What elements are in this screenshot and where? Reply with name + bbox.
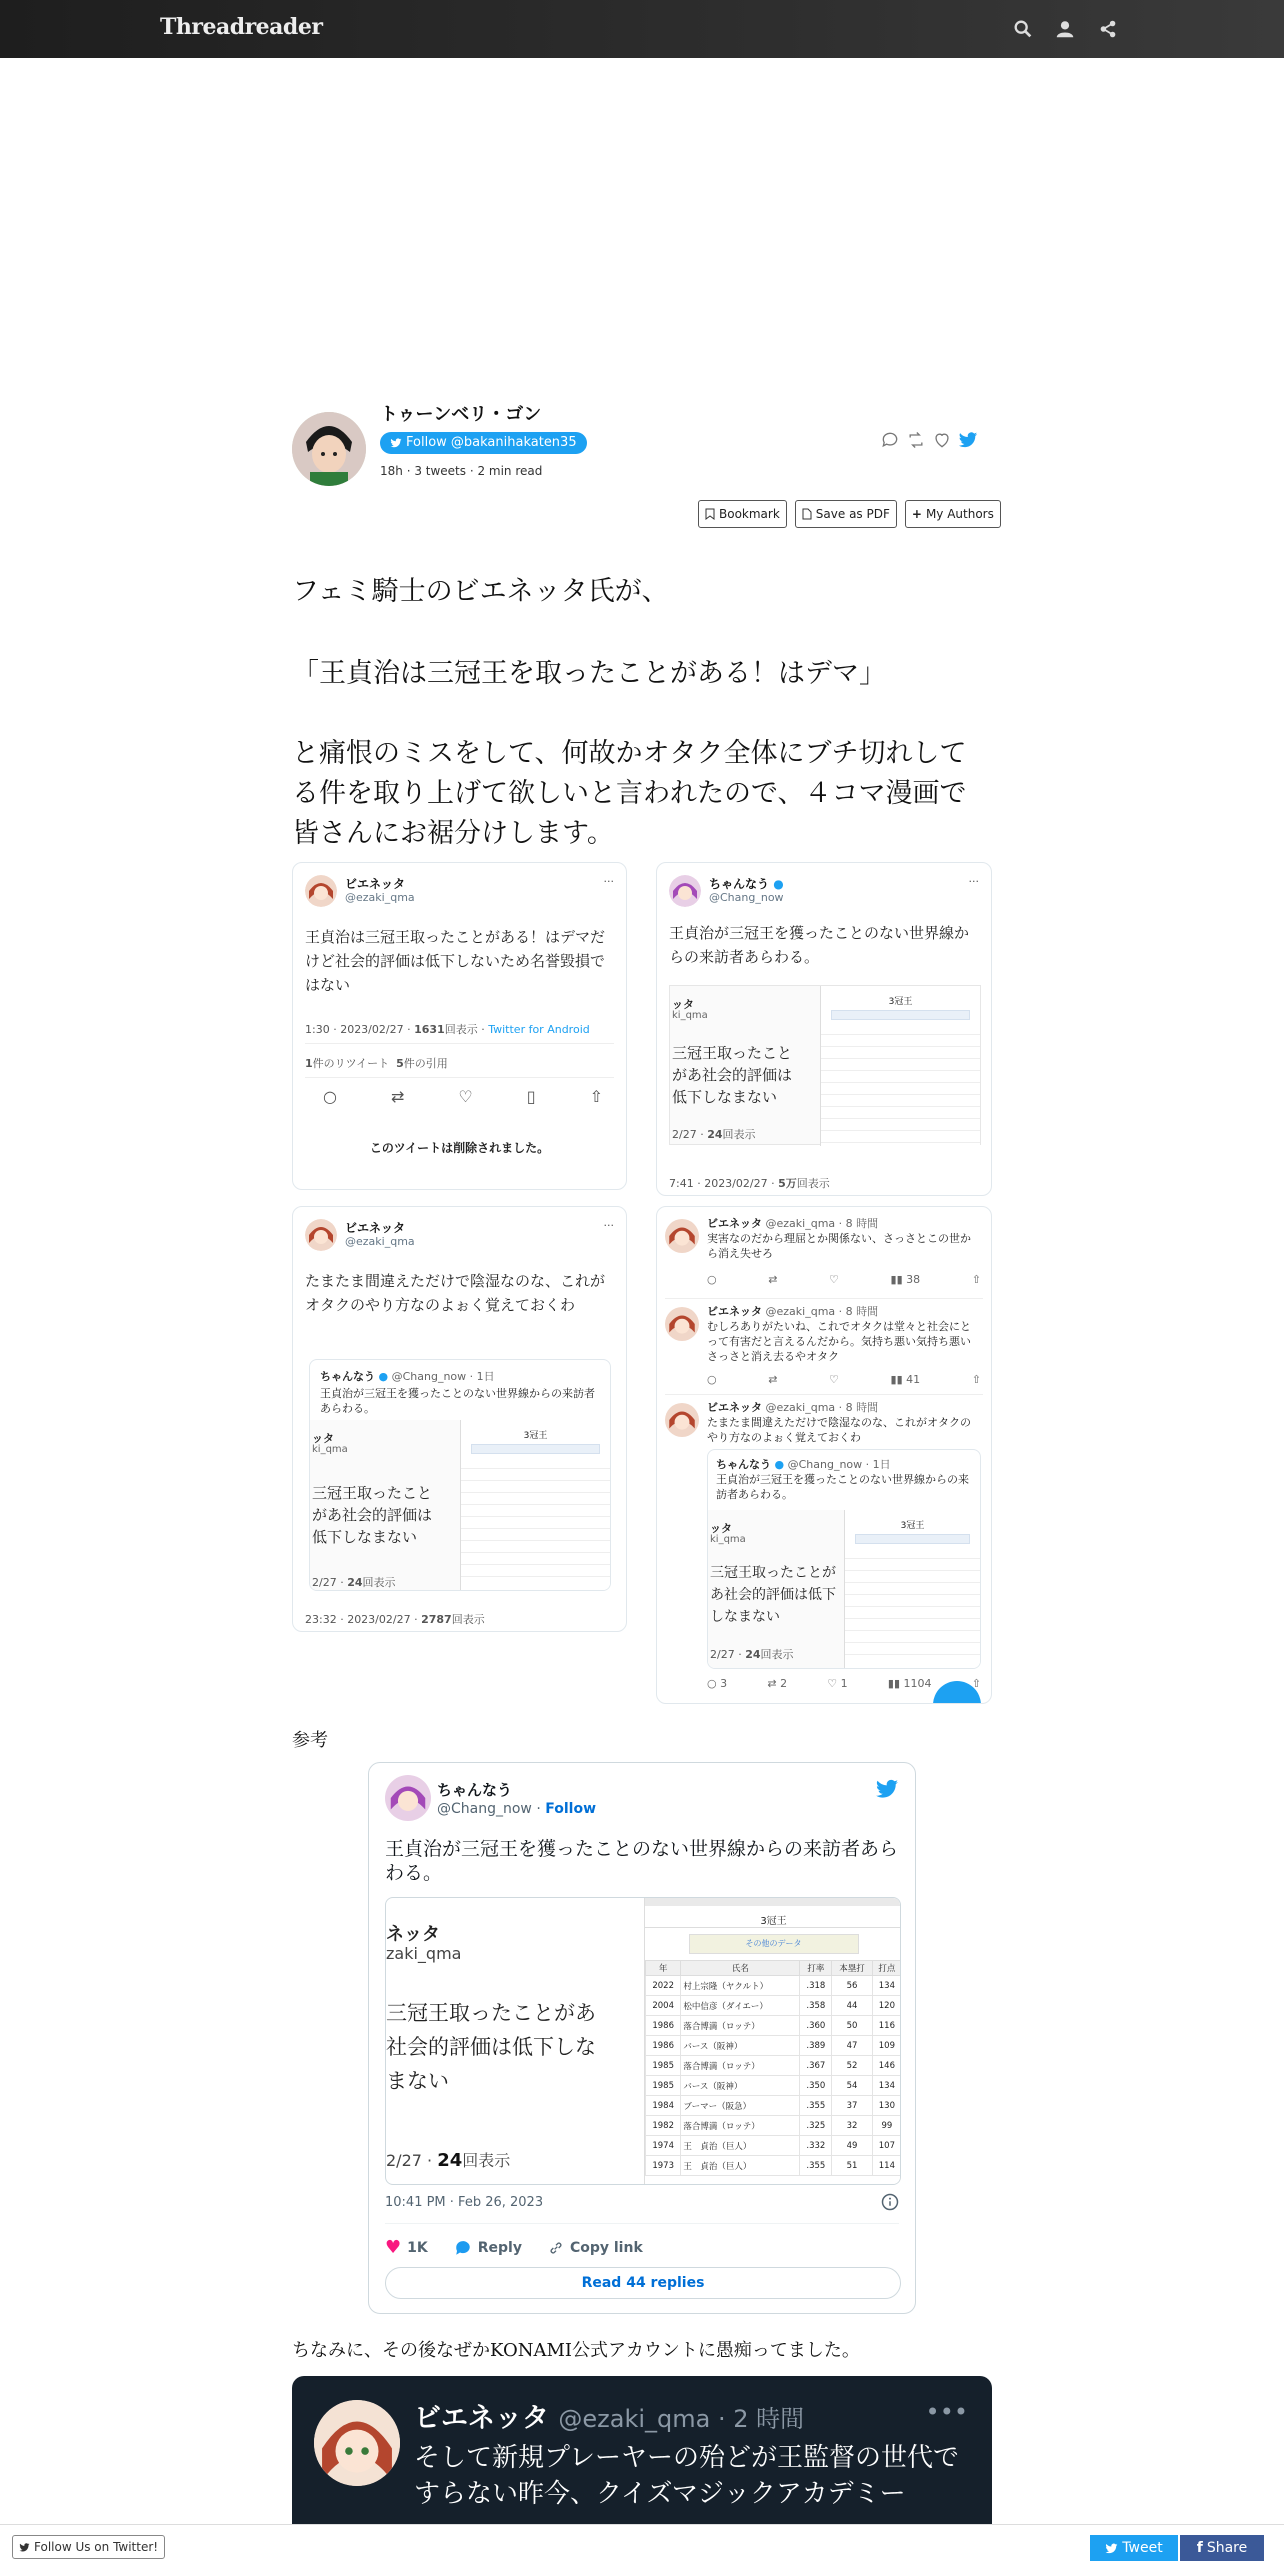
quote-count: 5: [396, 1057, 404, 1070]
table-row: [646, 2136, 902, 2156]
reply-tweet-3[interactable]: [665, 1399, 983, 1699]
table-cell: 1985: [646, 2056, 681, 2076]
shot-text-line-2: 社会的評価は低下しな: [386, 2035, 596, 2059]
reply-tweet-1[interactable]: [665, 1215, 983, 1299]
tweet-time: 7:41 · 2023/02/27 ·: [669, 1177, 779, 1190]
tweet-header: [669, 875, 784, 907]
table-cell: 村上宗隆（ヤクルト）: [681, 1976, 800, 1996]
screenshot-image: [708, 1510, 980, 1669]
reply-action-bar: ○ ⇄ ♡ ▮▮ 41 ⇧: [707, 1373, 981, 1386]
table-cell: 2004: [646, 1996, 681, 2016]
reply-count: 3: [720, 1677, 728, 1690]
dark-card-handle: @ezaki_qma · 2 時間: [558, 2405, 805, 2433]
table-cell: 落合博満（ロッテ）: [681, 2016, 800, 2036]
table-row: [646, 2016, 902, 2036]
tweet-image-panel-1[interactable]: [292, 862, 627, 1190]
user-name: ちゃんなう ●: [709, 877, 784, 891]
tweet-body: 王貞治は三冠王取ったことがある！はデマだけど社会的評価は低下しないため名誉毀損ではない: [305, 928, 606, 994]
dark-tweet-card[interactable]: [292, 2376, 992, 2546]
twitter-bird-icon: [19, 2542, 30, 2553]
thread-meta: 18h · 3 tweets · 2 min read: [380, 464, 543, 478]
my-authors-button[interactable]: [905, 500, 1001, 528]
follow-us-label: Follow Us on Twitter!: [34, 2540, 159, 2554]
shot-meta: 2/27 ·: [312, 1576, 348, 1589]
twitter-bird-icon: [1105, 2542, 1118, 2555]
shot-meta: 2/27 ·: [386, 2151, 438, 2170]
user-avatar: [669, 875, 701, 907]
share-icon[interactable]: [1097, 18, 1119, 40]
tweet-views: 2787: [421, 1613, 452, 1626]
table-cell: 落合博満（ロッテ）: [681, 2056, 800, 2076]
table-cell: 47: [832, 2036, 873, 2056]
shot-views: 24: [745, 1648, 761, 1661]
tweet-views-label: 回表示: [451, 1613, 485, 1626]
table-header-cell: 年: [646, 1961, 681, 1976]
tweet-share-button[interactable]: [1090, 2535, 1178, 2561]
thread-actions: [880, 430, 978, 450]
table-header-cell: 本塁打: [832, 1961, 873, 1976]
follow-us-button[interactable]: [12, 2535, 165, 2559]
tweet-time: 1:30 · 2023/02/27 ·: [305, 1023, 415, 1036]
reply-text: 実害なのだから理屈とか関係ない、さっさとこの世から消え失せろ: [707, 1232, 971, 1260]
shot-text: 三冠王取ったことがあ社会的評価は低下しなまない: [710, 1565, 836, 1625]
shot-name: ネッタ: [386, 1924, 440, 1945]
table-sub-button: その他のデータ: [689, 1934, 859, 1954]
retweet-count: 2: [780, 1677, 788, 1690]
screenshot-image: [310, 1420, 610, 1591]
tweet-body: たまたま間違えただけで陰湿なのな、これがオタクのやり方なのよぉく覚えておくわ: [305, 1272, 606, 1314]
author-avatar[interactable]: [292, 412, 366, 486]
table-cell: .355: [800, 2096, 832, 2116]
file-icon: [802, 508, 812, 520]
table-cell: ブーマー（阪急）: [681, 2096, 800, 2116]
follow-author-button[interactable]: [380, 432, 587, 454]
table-cell: 56: [832, 1976, 873, 1996]
view-count: 38: [906, 1273, 921, 1286]
embed-screenshot-image[interactable]: [385, 1897, 901, 2185]
shot-handle: ki_qma: [710, 1534, 746, 1545]
reply-bubble-icon: [454, 2239, 472, 2257]
footer-bar: [0, 2524, 1284, 2568]
top-navbar: [0, 0, 1284, 58]
shot-views-label: 回表示: [760, 1648, 794, 1661]
table-row: [646, 2076, 902, 2096]
table-cell: .332: [800, 2136, 832, 2156]
table-cell: 134: [872, 1976, 901, 1996]
user-handle: @ezaki_qma · 8 時間: [765, 1305, 879, 1318]
reply-label: Reply: [477, 2239, 522, 2256]
user-handle: @ezaki_qma: [345, 891, 415, 904]
save-pdf-button[interactable]: [795, 500, 897, 528]
user-avatar: [305, 1219, 337, 1251]
table-cell: バース（阪神）: [681, 2076, 800, 2096]
retweet-label: 件のリツイート: [312, 1057, 390, 1070]
more-icon[interactable]: ···: [968, 875, 979, 888]
tweet-image-panel-4[interactable]: [656, 1206, 992, 1704]
screenshot-image: [669, 985, 981, 1145]
user-handle: @Chang_now: [709, 891, 784, 904]
link-icon: [548, 2240, 564, 2256]
like-icon[interactable]: [932, 430, 952, 450]
tweet-time: 23:32 · 2023/02/27 ·: [305, 1613, 422, 1626]
tweet-header: [305, 875, 415, 907]
note-text: ちなみに、その後なぜかKONAMI公式アカウントに愚痴ってました。: [292, 2340, 860, 2361]
quoted-text: 王貞治が三冠王を獲ったことのない世界線からの来訪者あらわる。: [320, 1387, 595, 1415]
reply-icon: ○: [323, 1087, 337, 1106]
embed-user-name[interactable]: ちゃんなう: [437, 1781, 513, 1799]
thread-text-3: と痛恨のミスをして、何故かオタク全体にブチ切れしてる件を取り上げて欲しいと言われたので、４コマ漫画で皆さんにお裾分けします。: [292, 738, 967, 849]
embed-action-bar: [385, 2237, 643, 2258]
quoted-tweet[interactable]: ちゃんなう ● @Chang_now · 1日 王貞治が三冠王を獲ったことのない世界線からの来訪者あらわる。 ッタ ki_qma 三冠王取ったことがあ社会的評価は低下しなまない 2/27 · 24回表示 3冠王: [309, 1359, 611, 1591]
deleted-notice: このツイートは削除されました。: [369, 1141, 550, 1155]
table-cell: 1982: [646, 2116, 681, 2136]
heart-icon: ♥: [385, 2237, 402, 2258]
triple-crown-table: [460, 1420, 610, 1591]
reply-action-bar: ○ 3 ⇄ 2 ♡ 1 ▮▮ 1104 ⇧: [707, 1677, 981, 1690]
table-cell: 1986: [646, 2036, 681, 2056]
table-title: 3冠王: [523, 1431, 548, 1441]
bookmark-label: Bookmark: [719, 507, 780, 521]
table-cell: 120: [872, 1996, 901, 2016]
bookmark-button[interactable]: [698, 500, 787, 528]
copy-link-label: Copy link: [569, 2239, 643, 2256]
table-cell: 32: [832, 2116, 873, 2136]
reply-action-bar: ○ ⇄ ♡ ▮▮ 38 ⇧: [707, 1273, 981, 1286]
like-count: 1K: [407, 2239, 428, 2256]
shot-text: 三冠王取ったことがあ社会的評価は低下しなまない: [312, 1484, 433, 1546]
user-avatar: [665, 1307, 699, 1341]
shot-views-label: 回表示: [722, 1128, 756, 1141]
quoted-text: 王貞治が三冠王を獲ったことのない世界線からの来訪者あらわる。: [716, 1473, 969, 1501]
table-row: [646, 2116, 902, 2136]
table-title: 3冠王: [645, 1906, 901, 1928]
table-cell: 134: [872, 2076, 901, 2096]
user-name: ビエネッタ: [707, 1217, 762, 1230]
view-count: 1104: [903, 1677, 932, 1690]
quoted-handle: @Chang_now · 1日: [391, 1370, 495, 1383]
embed-reply-button[interactable]: [454, 2239, 522, 2257]
table-cell: 王 貞治（巨人）: [681, 2136, 800, 2156]
retweet-icon[interactable]: [906, 430, 926, 450]
user-name: ビエネッタ: [345, 1221, 406, 1235]
shot-name: ッタ: [710, 1522, 732, 1535]
shot-views: 24: [437, 2150, 463, 2171]
table-cell: 44: [832, 1996, 873, 2016]
shot-handle: ki_qma: [672, 1010, 708, 1021]
table-cell: 116: [872, 2016, 901, 2036]
shot-text: 三冠王取ったことがあ社会的評価は低下しなまない: [672, 1044, 793, 1106]
table-cell: 37: [832, 2096, 873, 2116]
table-cell: 1985: [646, 2076, 681, 2096]
embed-date[interactable]: 10:41 PM · Feb 26, 2023: [385, 2195, 544, 2210]
quoted-name: ちゃんなう: [716, 1458, 771, 1471]
reference-label: 参考: [292, 1730, 328, 1751]
table-cell: .389: [800, 2036, 832, 2056]
embed-avatar[interactable]: [385, 1775, 431, 1821]
tweet-body: 王貞治が三冠王を獲ったことのない世界線からの来訪者あらわる。: [669, 924, 970, 966]
more-icon[interactable]: ···: [603, 875, 614, 888]
table-title: 3冠王: [900, 1521, 925, 1531]
user-icon[interactable]: [1054, 18, 1076, 40]
tweet-views: 1631: [414, 1023, 445, 1036]
user-handle: @ezaki_qma · 8 時間: [765, 1217, 879, 1230]
table-cell: 52: [832, 2056, 873, 2076]
table-cell: バース（阪神）: [681, 2036, 800, 2056]
info-icon[interactable]: [881, 2193, 899, 2211]
reply-text: むしろありがたいね、これでオタクは堂々と社会にとって有害だと言えるんだから。気持ち悪い気持ち悪いさっさと消え去るやオタク: [707, 1320, 971, 1363]
shot-handle: zaki_qma: [386, 1944, 462, 1963]
user-avatar: [665, 1219, 699, 1253]
shot-handle: ki_qma: [312, 1444, 348, 1455]
table-cell: 1973: [646, 2156, 681, 2176]
save-pdf-label: Save as PDF: [815, 507, 890, 521]
tweet-client: Twitter for Android: [488, 1023, 590, 1036]
bookmark-icon: [705, 508, 715, 520]
share-icon: ⇧: [589, 1087, 603, 1106]
twitter-bird-icon: [390, 437, 402, 449]
table-row: [646, 2156, 902, 2176]
table-cell: 49: [832, 2136, 873, 2156]
shot-meta: 2/27 ·: [672, 1128, 708, 1141]
dark-card-header: [414, 2396, 804, 2435]
tweet-header: [305, 1219, 415, 1251]
table-header-cell: 打点: [872, 1961, 901, 1976]
table-cell: .318: [800, 1976, 832, 1996]
tweet-label: Tweet: [1122, 2540, 1163, 2556]
table-cell: .360: [800, 2016, 832, 2036]
thread-text-1: フェミ騎士のビエネッタ氏が、: [292, 576, 669, 607]
table-cell: 130: [872, 2096, 901, 2116]
table-cell: 107: [872, 2136, 901, 2156]
dark-card-avatar[interactable]: [314, 2400, 400, 2486]
plus-icon: +: [911, 507, 922, 521]
table-cell: 54: [832, 2076, 873, 2096]
retweet-icon: ⇄: [390, 1087, 405, 1106]
follow-label: Follow @bakanihakaten35: [406, 435, 577, 450]
tweet-image-panel-2[interactable]: [656, 862, 992, 1196]
shot-views: 24: [347, 1576, 363, 1589]
shot-meta: 2/27 ·: [710, 1648, 746, 1661]
shot-text-line-3: まない: [386, 2069, 449, 2093]
twitter-icon[interactable]: [958, 430, 978, 450]
table-row: [646, 1996, 902, 2016]
table-cell: 114: [872, 2156, 901, 2176]
table-header-cell: 氏名: [681, 1961, 800, 1976]
tweet-image-panel-3[interactable]: [292, 1206, 627, 1632]
user-name: ビエネッタ: [345, 877, 406, 891]
facebook-share-button[interactable]: [1180, 2535, 1264, 2561]
quoted-name: ちゃんなう: [320, 1370, 375, 1383]
table-cell: 51: [832, 2156, 873, 2176]
reply-tweet-2[interactable]: [665, 1303, 983, 1395]
search-icon[interactable]: [1012, 18, 1034, 40]
table-cell: 146: [872, 2056, 901, 2076]
reply-text: たまたま間違えただけで陰湿なのな、これがオタクのやり方なのよぉく覚えておくわ: [707, 1416, 971, 1444]
like-icon: ♡: [458, 1087, 473, 1106]
user-name: ビエネッタ: [707, 1401, 762, 1414]
view-count: 41: [906, 1373, 921, 1386]
embed-like-button[interactable]: [385, 2237, 428, 2258]
user-avatar: [305, 875, 337, 907]
user-handle: @ezaki_qma · 8 時間: [765, 1401, 879, 1414]
author-name[interactable]: トゥーンベリ・ゴン: [380, 404, 542, 425]
more-icon[interactable]: •••: [925, 2398, 968, 2426]
table-row: [646, 2036, 902, 2056]
table-cell: 1974: [646, 2136, 681, 2156]
embed-text: 王貞治が三冠王を獲ったことのない世界線からの来訪者あらわる。: [385, 1838, 899, 1884]
embed-user-handle: @Chang_now · Follow: [437, 1801, 596, 1817]
user-handle: @ezaki_qma: [345, 1235, 415, 1248]
embedded-tweet[interactable]: [368, 1762, 916, 2314]
retweet-count: 1: [305, 1057, 313, 1070]
triple-crown-table: [644, 1898, 901, 2185]
shot-name: ッタ: [672, 998, 694, 1011]
read-replies-button[interactable]: Read 44 replies: [385, 2267, 901, 2299]
table-cell: 109: [872, 2036, 901, 2056]
table-row: [646, 2096, 902, 2116]
table-cell: 落合博満（ロッテ）: [681, 2116, 800, 2136]
facebook-icon: f: [1196, 2540, 1203, 2556]
table-cell: .325: [800, 2116, 832, 2136]
shot-name: ッタ: [312, 1432, 334, 1445]
table-cell: 1986: [646, 2016, 681, 2036]
shot-text-line-1: 三冠王取ったことがあ: [386, 2001, 596, 2025]
table-cell: .355: [800, 2156, 832, 2176]
table-cell: .350: [800, 2076, 832, 2096]
share-label: Share: [1206, 2540, 1248, 2556]
site-logo[interactable]: Threadreader: [160, 14, 323, 40]
shot-views: 24: [707, 1128, 723, 1141]
twitter-logo-icon[interactable]: [875, 1777, 899, 1801]
table-row: [646, 2056, 902, 2076]
reply-icon[interactable]: [880, 430, 900, 450]
quoted-handle: @Chang_now · 1日: [787, 1458, 891, 1471]
embed-copy-link-button[interactable]: [548, 2240, 643, 2256]
table-cell: 王 貞治（巨人）: [681, 2156, 800, 2176]
table-header-cell: 打率: [800, 1961, 832, 1976]
tweet-views: 5万: [778, 1177, 797, 1190]
shot-views-label: 回表示: [462, 2151, 511, 2170]
triple-crown-table: [844, 1510, 980, 1669]
quoted-tweet[interactable]: ちゃんなう ● @Chang_now · 1日 王貞治が三冠王を獲ったことのない世界線からの来訪者あらわる。 ッタ ki_qma 三冠王取ったことがあ社会的評価は低下しなまない 2/27 · 24回表示 3冠王: [707, 1449, 981, 1669]
user-name: ビエネッタ: [707, 1305, 762, 1318]
user-avatar: [665, 1403, 699, 1437]
quote-label: 件の引用: [403, 1057, 448, 1070]
table-cell: 松中信彦（ダイエー）: [681, 1996, 800, 2016]
table-title: 3冠王: [888, 997, 913, 1007]
tweet-action-bar: [323, 1087, 603, 1106]
table-row: [646, 1976, 902, 1996]
triple-crown-table: [820, 986, 980, 1146]
shot-views-label: 回表示: [362, 1576, 396, 1589]
dark-card-text: そして新規プレーヤーの殆どが王監督の世代ですらない昨今、クイズマジックアカデミー: [414, 2443, 959, 2509]
more-icon[interactable]: ···: [603, 1219, 614, 1232]
thread-text-2: 「王貞治は三冠王を取ったことがある！はデマ」: [292, 658, 886, 689]
table-cell: 50: [832, 2016, 873, 2036]
dark-card-name[interactable]: ビエネッタ: [414, 2403, 549, 2434]
thread-toolbar: [698, 500, 1001, 528]
embed-follow-link[interactable]: Follow: [545, 1801, 596, 1817]
tweet-views-label: 回表示: [796, 1177, 830, 1190]
table-cell: 99: [872, 2116, 901, 2136]
table-cell: .358: [800, 1996, 832, 2016]
tweet-views-label: 回表示 ·: [444, 1023, 489, 1036]
like-count: 1: [840, 1677, 848, 1690]
table-cell: 2022: [646, 1976, 681, 1996]
table-cell: .367: [800, 2056, 832, 2076]
bookmark-icon: ▯: [526, 1087, 536, 1106]
table-cell: 1984: [646, 2096, 681, 2116]
table-grid: [645, 1960, 901, 2176]
my-authors-label: My Authors: [925, 507, 994, 521]
